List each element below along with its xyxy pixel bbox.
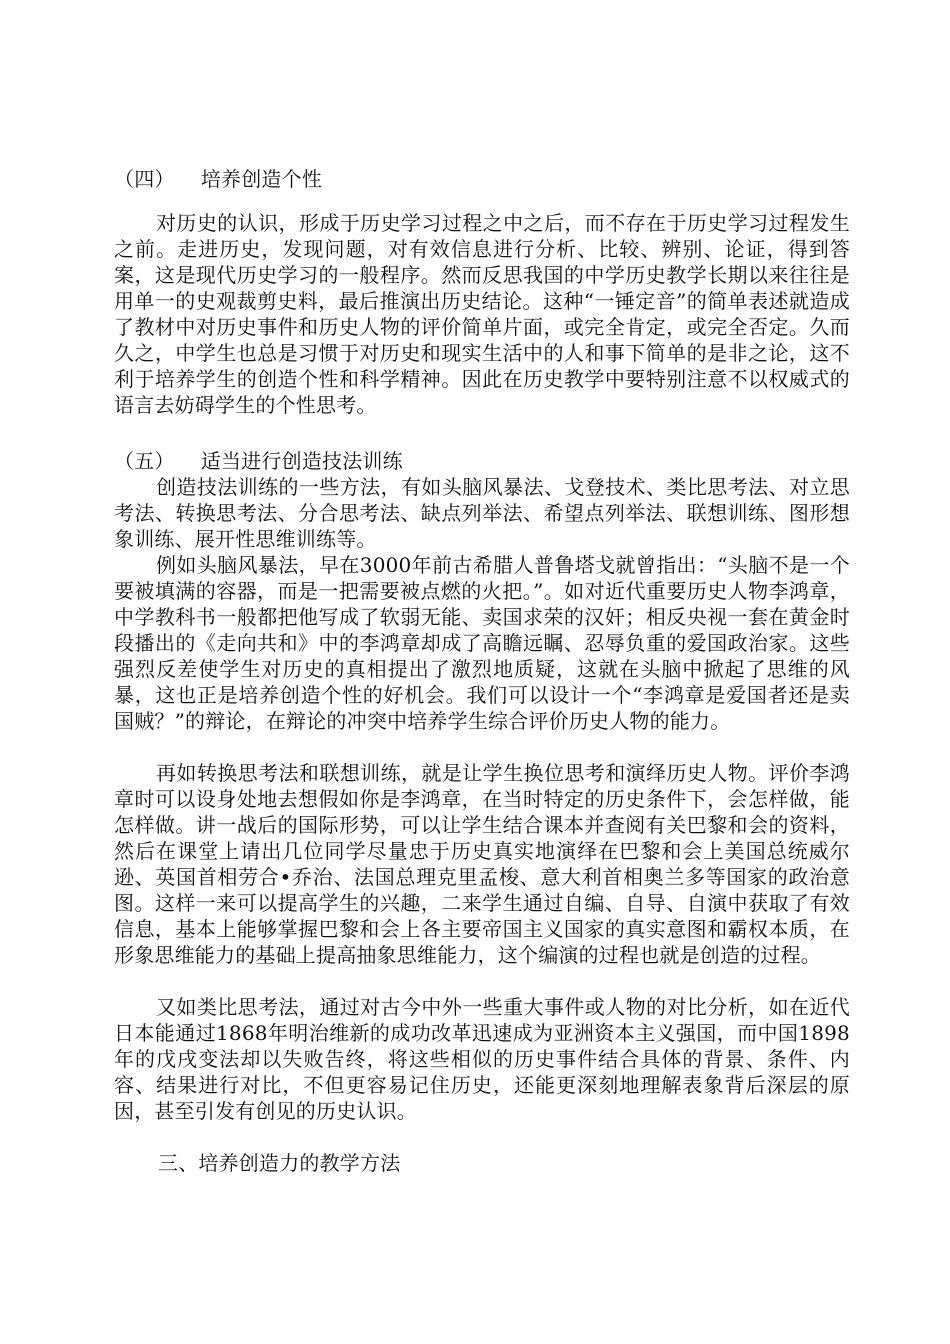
section-5-paragraph-role-play: 再如转换思考法和联想训练，就是让学生换位思考和演绎历史人物。评价李鸿章时可以设身处地去想假如你是李鸿章，在当时特定的历史条件下，会怎样做，能怎样做。讲一战后的国际形势，可以让学生结合课本并查阅有关巴黎和会的资料，然后在课堂上请出几位同学尽量忠于历史真实地演绎在巴黎和会上美国总统威尔逊、英国首相劳合•乔治、法国总理克里孟梭、意大利首相奥兰多等国家的政治意图。这样一来可以提高学生的兴趣，二来学生通过自编、自导、自演中获取了有效信息，基本上能够掌握巴黎和会上各主要帝国主义国家的真实意图和霸权本质，在形象思维能力的基础上提高抽象思维能力，这个编演的过程也就是创造的过程。: [114, 761, 850, 967]
spacer: [114, 1124, 850, 1150]
section-3-heading: 三、培养创造力的教学方法: [158, 1151, 401, 1175]
spacer: [114, 418, 850, 448]
section-4-heading: （四） 培养创造个性: [114, 167, 323, 191]
spacer: [114, 968, 850, 994]
document-body: [114, 166, 850, 1176]
spacer: [114, 734, 850, 760]
section-4-paragraph: 对历史的认识，形成于历史学习过程之中之后，而不存在于历史学习过程发生之前。走进历史，发现问题，对有效信息进行分析、比较、辨别、论证，得到答案，这是现代历史学习的一般程序。然而反思我国的中学历史教学长期以来往往是用单一的史观裁剪史料，最后推演出历史结论。这种“一锤定音”的简单表述就造成了教材中对历史事件和历史人物的评价简单片面，或完全肯定，或完全否定。久而久之，中学生也总是习惯于对历史和现实生活中的人和事下简单的是非之论，这不利于培养学生的创造个性和科学精神。因此在历史教学中要特别注意不以权威式的语言去妨碍学生的个性思考。: [114, 211, 850, 417]
section-5-paragraph-brainstorm: 例如头脑风暴法，早在3000年前古希腊人普鲁塔戈就曾指出：“头脑不是一个要被填满的容器，而是一把需要被点燃的火把。”。如对近代重要历史人物李鸿章，中学教科书一般都把他写成了软弱无能、卖国求荣的汉奸；相反央视一套在黄金时段播出的《走向共和》中的李鸿章却成了高瞻远瞩、忍辱负重的爱国政治家。这些强烈反差使学生对历史的真相提出了激烈地质疑，这就在头脑中掀起了思维的风暴，这也正是培养创造个性的好机会。我们可以设计一个“李鸿章是爱国者还是卖国贼？”的辩论，在辩论的冲突中培养学生综合评价历史人物的能力。: [114, 553, 850, 733]
spacer: [114, 192, 850, 210]
section-5-paragraph-analogy: 又如类比思考法，通过对古今中外一些重大事件或人物的对比分析，如在近代日本能通过1868年明治维新的成功改革迅速成为亚洲资本主义强国，而中国1898年的戊戌变法却以失败告终，将这些相似的历史事件结合具体的背景、条件、内容、结果进行对比，不但更容易记住历史，还能更深刻地理解表象背后深层的原因，甚至引发有创见的历史认识。: [114, 995, 850, 1123]
section-5-heading: （五） 适当进行创造技法训练: [114, 449, 403, 473]
section-5-paragraph-techniques: 创造技法训练的一些方法，有如头脑风暴法、戈登技术、类比思考法、对立思考法、转换思考法、分合思考法、缺点列举法、希望点列举法、联想训练、图形想象训练、展开性思维训练等。: [114, 475, 850, 551]
